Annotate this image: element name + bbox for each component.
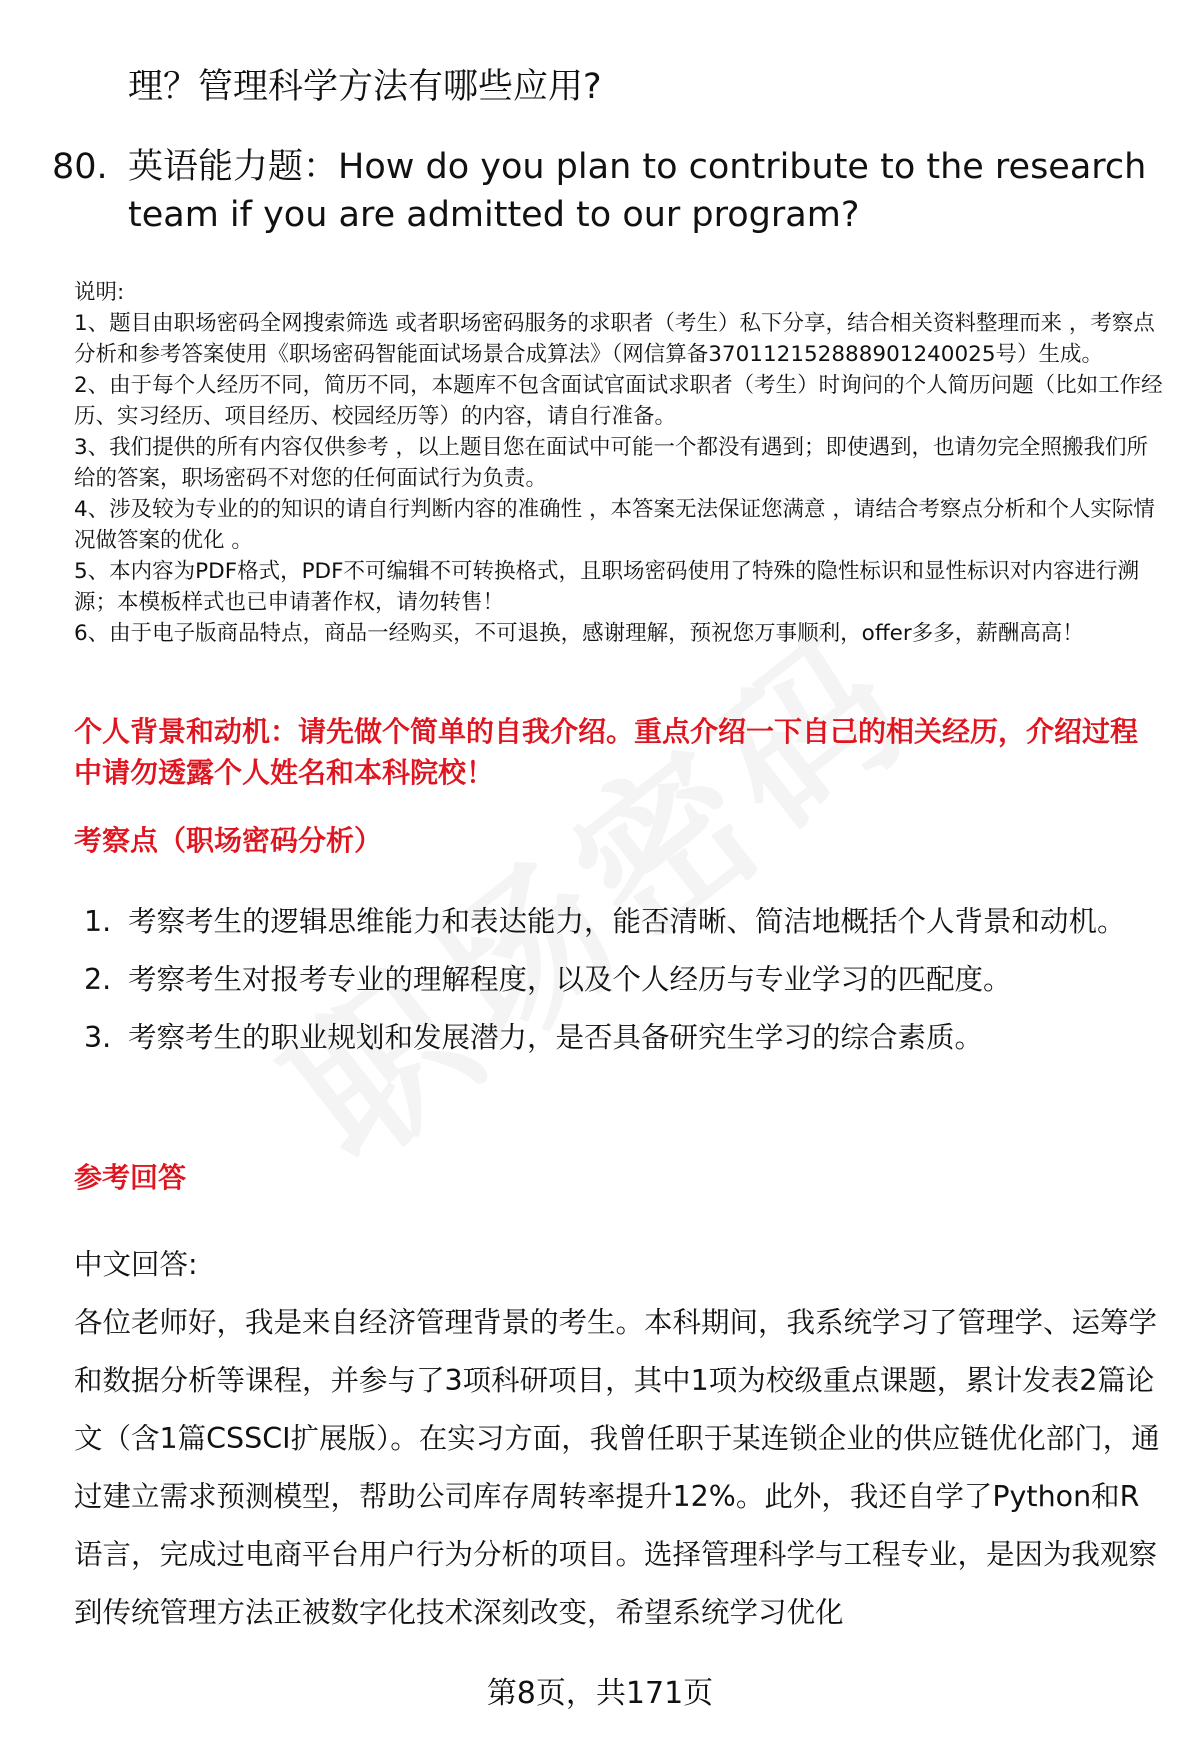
key-point-text: 考察考生对报考专业的理解程度，以及个人经历与专业学习的匹配度。 [128,963,1012,996]
answer-label: 中文回答: [74,1248,198,1281]
key-point-number: 3. [84,1021,112,1054]
note-item: 6、由于电子版商品特点，商品一经购买，不可退换，感谢理解，预祝您万事顺利，offer多多，薪酬高高！ [74,621,1084,646]
background-question: 个人背景和动机：请先做个简单的自我介绍。重点介绍一下自己的相关经历，介绍过程中请勿透露个人姓名和本科院校！ [74,715,1139,789]
key-point-item [84,893,1164,951]
key-point-item [84,1009,1164,1067]
note-item: 2、由于每个人经历不同，简历不同，本题库不包含面试官面试求职者（考生）时询问的个人简历问题（比如工作经历、实习经历、项目经历、校园经历等）的内容，请自行准备。 [74,373,1163,429]
question-number: 80. [52,147,108,187]
page-footer: 第8页，共171页 [486,1676,714,1711]
key-point-text: 考察考生的职业规划和发展潜力，是否具备研究生学习的综合素质。 [128,1021,984,1054]
key-point-number: 2. [84,963,112,996]
notes-section [74,277,1164,649]
key-points-list [84,893,1164,1067]
key-points-title: 考察点（职场密码分析） [74,824,383,857]
reference-answer-title: 参考回答 [74,1161,187,1194]
key-point-number: 1. [84,905,112,938]
key-point-item [84,951,1164,1009]
question-text: 英语能力题：How do you plan to contribute to the research team if you are admitted to our program? [128,147,1147,235]
key-point-text: 考察考生的逻辑思维能力和表达能力，能否清晰、简洁地概括个人背景和动机。 [128,905,1126,938]
question-continuation: 理？管理科学方法有哪些应用? [128,67,602,107]
note-item: 1、题目由职场密码全网搜索筛选 或者职场密码服务的求职者（考生）私下分享，结合相关资料整理而来 ，考察点分析和参考答案使用《职场密码智能面试场景合成算法》（网信算备370112152888901240025号）生成。 [74,311,1155,367]
note-item: 3、我们提供的所有内容仅供参考 ，以上题目您在面试中可能一个都没有遇到；即使遇到，也请勿完全照搬我们所给的答案，职场密码不对您的任何面试行为负责。 [74,435,1149,491]
note-item: 5、本内容为PDF格式，PDF不可编辑不可转换格式，且职场密码使用了特殊的隐性标识和显性标识对内容进行溯源；本模板样式也已申请著作权，请勿转售！ [74,559,1139,615]
note-item: 4、涉及较为专业的的知识的请自行判断内容的准确性 ，本答案无法保证您满意 ，请结合考察点分析和个人实际情况做答案的优化 。 [74,497,1155,553]
notes-title: 说明: [74,280,125,305]
answer-body: 各位老师好，我是来自经济管理背景的考生。本科期间，我系统学习了管理学、运筹学和数据分析等课程，并参与了3项科研项目，其中1项为校级重点课题，累计发表2篇论文（含1篇CSSCI扩展版）。在实习方面，我曾任职于某连锁企业的供应链优化部门，通过建立需求预测模型，帮助公司库存周转率提升12%。此外，我还自学了Python和R语言，完成过电商平台用户行为分析的项目。选择管理科学与工程专业，是因为我观察到传统管理方法正被数字化技术深刻改变，希望系统学习优化 [74,1306,1160,1629]
answer-section [74,1236,1164,1642]
